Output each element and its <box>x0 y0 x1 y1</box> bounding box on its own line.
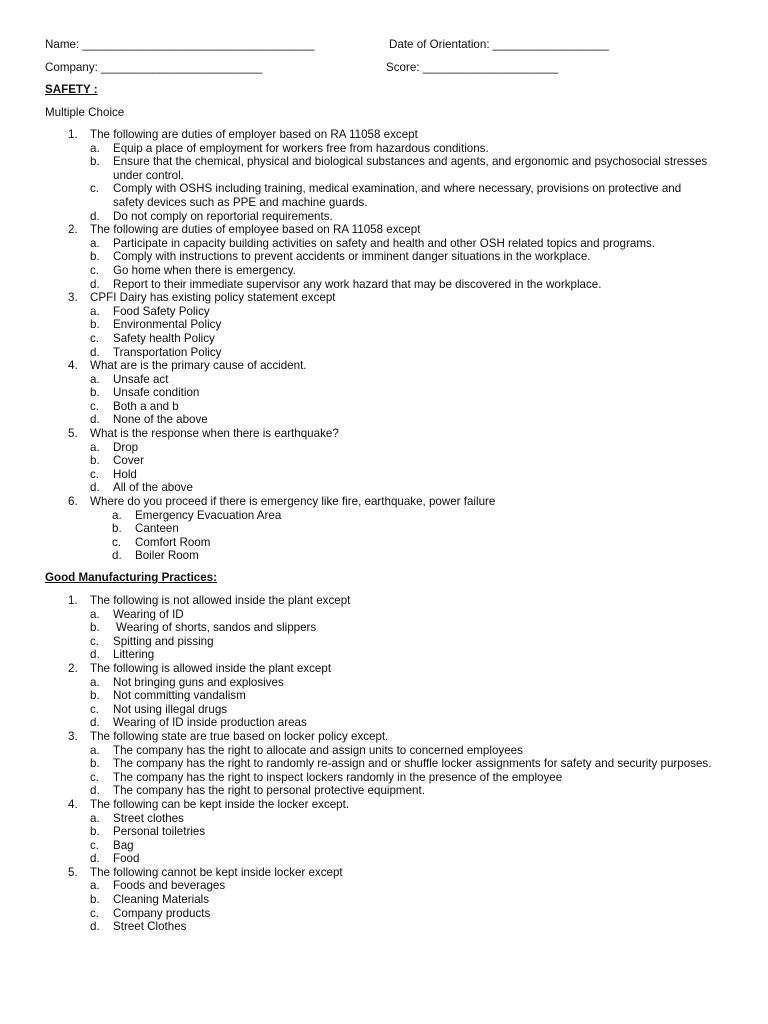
answer-option[interactable] <box>0 744 768 758</box>
option-letter: b. <box>90 386 100 400</box>
answer-option[interactable] <box>0 468 768 482</box>
option-letter: b. <box>90 250 100 264</box>
answer-option[interactable] <box>0 373 768 387</box>
answer-option[interactable] <box>0 812 768 826</box>
option-text: Foods and beverages <box>113 879 226 893</box>
answer-option[interactable] <box>0 771 768 785</box>
answer-option[interactable] <box>0 454 768 468</box>
option-text: Unsafe act <box>113 372 169 386</box>
answer-option[interactable] <box>0 332 768 346</box>
option-text: Spitting and pissing <box>113 634 214 648</box>
option-letter: a. <box>90 141 100 155</box>
answer-option[interactable] <box>0 400 768 414</box>
answer-option[interactable] <box>0 509 768 523</box>
option-letter: b. <box>90 825 100 839</box>
multiple-choice-subtitle: Multiple Choice <box>45 106 125 119</box>
option-letter: d. <box>90 716 100 730</box>
option-text: Transportation Policy <box>113 345 222 359</box>
answer-option[interactable] <box>0 676 768 690</box>
option-text: Safety health Policy <box>113 331 215 345</box>
question-text: What is the response when there is earthquake? <box>90 427 339 441</box>
question <box>0 730 768 744</box>
answer-option[interactable] <box>0 346 768 360</box>
option-text: Food <box>113 852 140 866</box>
option-letter: b. <box>90 318 100 332</box>
question-number: 3. <box>68 291 78 305</box>
option-letter: c. <box>90 331 100 345</box>
option-text: Bag <box>113 838 134 852</box>
answer-option[interactable] <box>0 757 768 771</box>
question <box>0 128 768 142</box>
answer-option[interactable] <box>0 142 768 156</box>
option-letter: d. <box>90 852 100 866</box>
option-letter: c. <box>90 906 100 920</box>
answer-option[interactable] <box>0 920 768 934</box>
option-text: Cover <box>113 454 144 468</box>
option-text: Unsafe condition <box>113 386 200 400</box>
option-text: Do not comply on reportorial requirements. <box>113 209 333 223</box>
answer-option[interactable] <box>0 522 768 536</box>
option-text: Wearing of ID inside production areas <box>113 716 307 730</box>
answer-option[interactable] <box>0 413 768 427</box>
option-text: All of the above <box>113 481 193 495</box>
date-of-orientation-field[interactable]: Date of Orientation: __________________ <box>389 38 609 51</box>
answer-option[interactable] <box>0 549 768 563</box>
option-letter: b. <box>90 454 100 468</box>
question-text: The following cannot be kept inside locker except <box>90 865 343 879</box>
option-letter: a. <box>112 508 122 522</box>
option-text: Report to their immediate supervisor any work hazard that may be discovered in the workplace. <box>113 277 602 291</box>
option-text: Ensure that the chemical, physical and biological substances and agents, and ergonomic and psychosocial stresses under control. <box>113 155 708 182</box>
answer-option[interactable] <box>0 621 768 635</box>
question-number: 4. <box>68 359 78 373</box>
answer-option[interactable] <box>0 648 768 662</box>
answer-option[interactable] <box>0 608 768 622</box>
option-text: Participate in capacity building activities on safety and health and other OSH related topics and programs. <box>113 236 655 250</box>
option-letter: d. <box>90 277 100 291</box>
answer-option[interactable] <box>0 250 768 264</box>
option-letter: d. <box>90 345 100 359</box>
option-letter: d. <box>90 920 100 934</box>
option-letter: b. <box>90 689 100 703</box>
question-text: The following is not allowed inside the plant except <box>90 594 351 607</box>
question <box>0 594 768 608</box>
option-letter: b. <box>90 757 100 771</box>
option-letter: a. <box>90 811 100 825</box>
option-text: Canteen <box>135 522 179 536</box>
option-text: Go home when there is emergency. <box>113 263 296 277</box>
question-number: 2. <box>68 223 78 237</box>
option-letter: c. <box>112 535 122 549</box>
option-text: Food Safety Policy <box>113 304 210 318</box>
option-letter: d. <box>90 413 100 427</box>
option-text: None of the above <box>113 413 208 427</box>
option-letter: a. <box>90 743 100 757</box>
answer-option[interactable] <box>0 305 768 319</box>
option-letter: c. <box>90 263 100 277</box>
option-letter: c. <box>90 182 100 196</box>
option-text: Personal toiletries <box>113 825 206 839</box>
question <box>0 662 768 676</box>
answer-option[interactable] <box>0 155 768 182</box>
gmp-section-title: Good Manufacturing Practices: <box>45 571 217 584</box>
answer-option[interactable] <box>0 784 768 798</box>
option-text: Company products <box>113 906 211 920</box>
answer-option[interactable] <box>0 182 768 209</box>
option-text: Drop <box>113 440 139 454</box>
option-letter: d. <box>112 549 122 563</box>
option-text: Not bringing guns and explosives <box>113 675 284 689</box>
answer-option[interactable] <box>0 635 768 649</box>
option-letter: a. <box>90 879 100 893</box>
option-letter: b. <box>90 621 100 635</box>
question-text: CPFI Dairy has existing policy statement except <box>90 291 336 305</box>
answer-option[interactable] <box>0 441 768 455</box>
option-letter: d. <box>90 209 100 223</box>
option-letter: a. <box>90 304 100 318</box>
question <box>0 427 768 441</box>
question <box>0 866 768 880</box>
answer-option[interactable] <box>0 210 768 224</box>
question <box>0 359 768 373</box>
option-text: Littering <box>113 648 155 662</box>
question-text: The following are duties of employee based on RA 11058 except <box>90 223 421 237</box>
option-letter: a. <box>90 675 100 689</box>
answer-option[interactable] <box>0 839 768 853</box>
option-text: Hold <box>113 467 137 481</box>
answer-option[interactable] <box>0 264 768 278</box>
option-text: Wearing of ID <box>113 607 184 621</box>
answer-option[interactable] <box>0 879 768 893</box>
answer-option[interactable] <box>0 716 768 730</box>
option-letter: d. <box>90 481 100 495</box>
answer-option[interactable] <box>0 689 768 703</box>
question <box>0 495 768 509</box>
safety-question-list <box>0 128 768 563</box>
option-text: The company has the right to inspect lockers randomly in the presence of the employee <box>113 770 563 784</box>
option-text: Cleaning Materials <box>113 893 210 907</box>
option-letter: c. <box>90 770 100 784</box>
option-text: Not committing vandalism <box>113 689 246 703</box>
answer-option[interactable] <box>0 703 768 717</box>
question-number: 5. <box>68 427 78 441</box>
question-number: 2. <box>68 661 78 675</box>
question-number: 3. <box>68 729 78 743</box>
question-number: 1. <box>68 128 78 141</box>
company-field[interactable]: Company: _________________________ <box>45 61 263 74</box>
option-letter: b. <box>112 522 122 536</box>
answer-option[interactable] <box>0 893 768 907</box>
option-letter: a. <box>90 236 100 250</box>
question-text: The following are duties of employer based on RA 11058 except <box>90 128 418 141</box>
option-text: Comfort Room <box>135 535 211 549</box>
option-letter: b. <box>90 155 100 169</box>
question-text: Where do you proceed if there is emergency like fire, earthquake, power failure <box>90 495 496 509</box>
safety-section-title: SAFETY : <box>45 83 98 96</box>
name-field[interactable]: Name: ____________________________________ <box>45 38 315 51</box>
gmp-question-list <box>0 594 768 934</box>
option-text: Boiler Room <box>135 549 199 563</box>
option-text: Not using illegal drugs <box>113 702 228 716</box>
question <box>0 291 768 305</box>
answer-option[interactable] <box>0 907 768 921</box>
option-text: Street Clothes <box>113 920 187 934</box>
question-number: 4. <box>68 797 78 811</box>
option-text: Environmental Policy <box>113 318 222 332</box>
answer-option[interactable] <box>0 278 768 292</box>
option-text: Emergency Evacuation Area <box>135 508 282 522</box>
answer-option[interactable] <box>0 237 768 251</box>
answer-option[interactable] <box>0 825 768 839</box>
option-letter: d. <box>90 648 100 662</box>
question-text: The following is allowed inside the plant except <box>90 661 332 675</box>
option-letter: b. <box>90 893 100 907</box>
question-text: What are is the primary cause of accident. <box>90 359 307 373</box>
option-text: Wearing of shorts, sandos and slippers <box>116 621 317 635</box>
question-number: 1. <box>68 594 78 607</box>
option-letter: c. <box>90 838 100 852</box>
question-text: The following state are true based on locker policy except. <box>90 729 389 743</box>
option-text: The company has the right to randomly re-assign and or shuffle locker assignments for safety and security purposes. <box>113 757 712 771</box>
answer-option[interactable] <box>0 536 768 550</box>
option-text: Comply with instructions to prevent accidents or imminent danger situations in the workplace. <box>113 250 591 264</box>
answer-option[interactable] <box>0 481 768 495</box>
option-letter: c. <box>90 634 100 648</box>
option-letter: c. <box>90 399 100 413</box>
question-text: The following can be kept inside the locker except. <box>90 797 350 811</box>
question <box>0 223 768 237</box>
option-text: The company has the right to personal protective equipment. <box>113 784 425 798</box>
option-text: Street clothes <box>113 811 184 825</box>
option-letter: c. <box>90 702 100 716</box>
question-number: 5. <box>68 865 78 879</box>
question <box>0 798 768 812</box>
score-field[interactable]: Score: _____________________ <box>386 61 559 74</box>
option-text: Equip a place of employment for workers free from hazardous conditions. <box>113 141 489 155</box>
answer-option[interactable] <box>0 386 768 400</box>
option-letter: a. <box>90 607 100 621</box>
answer-option[interactable] <box>0 852 768 866</box>
option-letter: a. <box>90 372 100 386</box>
answer-option[interactable] <box>0 318 768 332</box>
option-letter: c. <box>90 467 100 481</box>
option-text: Comply with OSHS including training, medical examination, and where necessary, provisions on protective and safety devices such as PPE and machine guards. <box>113 182 682 209</box>
option-text: Both a and b <box>113 399 179 413</box>
option-letter: a. <box>90 440 100 454</box>
option-letter: d. <box>90 784 100 798</box>
question-number: 6. <box>68 495 78 509</box>
option-text: The company has the right to allocate and assign units to concerned employees <box>113 743 523 757</box>
